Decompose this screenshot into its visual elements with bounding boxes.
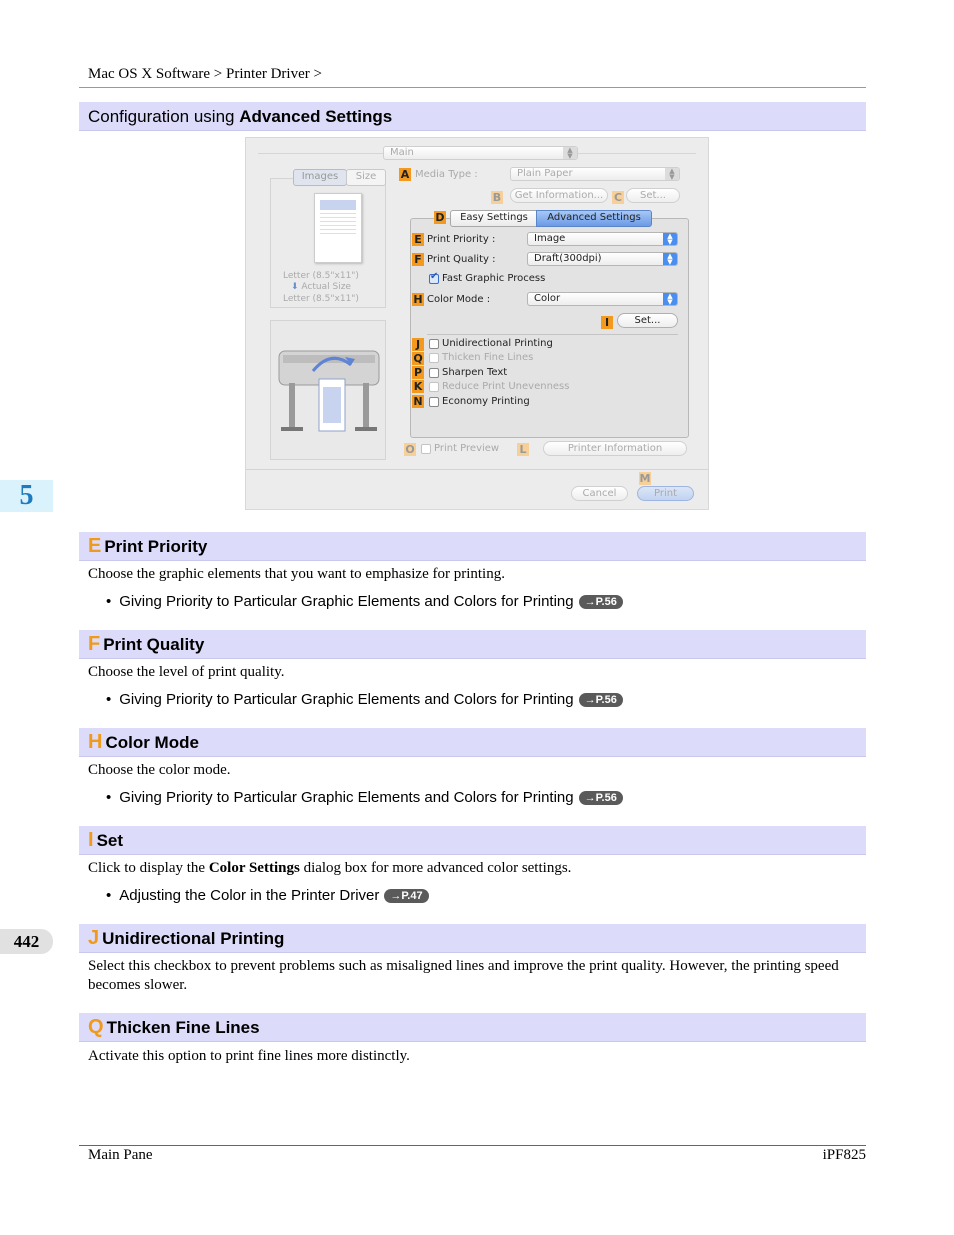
marker-a: A [400,168,410,181]
printer-dialog-screenshot [245,137,709,510]
footer-right-text: iPF825 [822,1147,866,1163]
chapter-tab: 5 [0,480,53,512]
printer-illustration-panel [270,320,386,460]
bullet-link[interactable]: • Giving Priority to Particular Graphic Elements and Colors for Printing →P.56 [106,789,623,806]
cancel-button[interactable]: Cancel [571,486,628,501]
section-description: Select this checkbox to prevent problems such as misaligned lines and improve the print quality. However, the printing speed becomes slower. [88,958,839,993]
section-header-color-mode [79,728,866,757]
media-type-value: Plain Paper [517,168,573,179]
popup-arrows-icon: ▲ ▼ [665,168,679,180]
popup-arrows-icon: ▲ ▼ [663,253,677,265]
bullet-link[interactable]: • Adjusting the Color in the Printer Driver →P.47 [106,887,429,904]
section-header-print-priority [79,532,866,561]
main-popup[interactable] [383,146,578,160]
section-description [88,859,848,878]
marker-d: D [435,211,445,224]
marker-m: M [639,472,651,485]
bullet-link-text[interactable]: Adjusting the Color in the Printer Driver [119,887,380,904]
color-mode-label: Color Mode : [427,294,491,305]
section-title: Set [96,831,124,850]
bullet-link-text[interactable]: Giving Priority to Particular Graphic Elements and Colors for Printing [119,593,574,610]
section-header-thicken-fine-lines [79,1013,866,1042]
footer-divider [79,1145,866,1146]
popup-arrows-icon: ▲ ▼ [663,293,677,305]
print-quality-value: Draft(300dpi) [534,253,602,264]
section-title: Print Priority [104,537,208,556]
page-reference-badge[interactable]: →P.56 [579,693,623,707]
media-type-label: Media Type : [415,169,478,180]
print-priority-popup[interactable] [527,232,678,246]
sharpen-text-label: Sharpen Text [442,367,508,378]
section-letter: E [88,535,102,557]
tab-images-label: Images [301,171,339,182]
description-bold: Color Settings [208,860,300,876]
reduce-print-unevenness-label: Reduce Print Unevenness [442,381,570,392]
down-arrow-icon: ⬇ [291,282,299,292]
set-button-i[interactable]: Set... [617,313,678,328]
color-mode-value: Color [534,293,561,304]
page-reference-badge[interactable]: →P.47 [384,889,428,903]
section-description: Choose the level of print quality. [88,664,285,680]
description-text: dialog box for more advanced color settings. [299,860,572,876]
economy-printing-label: Economy Printing [442,396,530,407]
bullet-link[interactable]: • Giving Priority to Particular Graphic Elements and Colors for Printing →P.56 [106,593,623,610]
marker-j: J [412,338,424,351]
page-reference-badge[interactable]: →P.56 [579,595,623,609]
marker-i: I [601,316,613,329]
print-priority-label: Print Priority : [427,234,496,245]
marker-k: K [413,380,423,393]
tab-advanced-settings[interactable] [536,210,652,227]
thicken-fine-lines-label: Thicken Fine Lines [442,352,534,363]
print-quality-label: Print Quality : [427,254,496,265]
section-header-configuration [79,102,866,131]
print-preview-checkbox[interactable] [421,444,431,454]
fast-graphic-checkbox[interactable] [429,271,439,284]
section-letter: H [88,731,103,753]
print-priority-value: Image [534,233,566,244]
marker-q: Q [413,352,423,365]
print-preview-label: Print Preview [434,443,500,454]
section-letter: I [88,829,94,851]
popup-arrows-icon: ▲ ▼ [663,233,677,245]
unidirectional-printing-checkbox[interactable] [429,339,439,349]
section-description: Choose the color mode. [88,762,231,778]
marker-c: C [613,191,623,204]
color-mode-popup[interactable] [527,292,678,306]
tab-easy-settings[interactable] [450,210,538,227]
paper-preview-icon [314,193,362,263]
section-title: Thicken Fine Lines [106,1018,260,1037]
sharpen-text-checkbox[interactable] [429,368,439,378]
section-title: Print Quality [103,635,205,654]
print-quality-popup[interactable] [527,252,678,266]
section-title: Color Mode [105,733,199,752]
footer-left-text: Main Pane [88,1147,153,1163]
marker-o: O [405,443,415,456]
bullet-link-text[interactable]: Giving Priority to Particular Graphic Elements and Colors for Printing [119,691,574,708]
section-header-unidirectional-printing [79,924,866,953]
thicken-fine-lines-checkbox[interactable] [429,353,439,363]
section-description: Choose the graphic elements that you want to emphasize for printing. [88,566,505,582]
economy-printing-checkbox[interactable] [429,397,439,407]
print-button[interactable]: Print [637,486,694,501]
header-divider [79,87,866,88]
section-description: Activate this option to print fine lines more distinctly. [88,1048,410,1064]
breadcrumb: Mac OS X Software > Printer Driver > [88,66,322,82]
preview-paper-label-2: Letter (8.5"x11") [283,294,359,304]
fast-graphic-label: Fast Graphic Process [442,273,546,284]
page-reference-badge[interactable]: →P.56 [579,791,623,805]
marker-p: P [413,366,423,379]
settings-divider [427,334,678,335]
section-letter: Q [88,1016,104,1038]
page-number: 442 [0,929,53,954]
unidirectional-printing-label: Unidirectional Printing [442,338,553,349]
marker-e: E [412,233,424,246]
reduce-print-unevenness-checkbox[interactable] [429,382,439,392]
tab-size-label: Size [355,171,377,182]
section-title-bold: Advanced Settings [239,107,393,126]
section-letter: F [88,633,101,655]
preview-actual-size [291,282,351,292]
section-title: Unidirectional Printing [102,929,285,948]
popup-arrows-icon: ▲ ▼ [563,147,577,159]
media-type-popup[interactable] [510,167,680,181]
marker-f: F [412,253,424,266]
bullet-link[interactable]: • Giving Priority to Particular Graphic Elements and Colors for Printing →P.56 [106,691,623,708]
section-letter: J [88,927,100,949]
tab-images[interactable] [293,169,347,186]
marker-l: L [517,443,529,456]
tab-easy-settings-label: Easy Settings [460,212,528,223]
bullet-link-text[interactable]: Giving Priority to Particular Graphic Elements and Colors for Printing [119,789,574,806]
section-title-prefix: Configuration using [88,107,240,126]
dialog-bottom-divider [246,469,708,470]
marker-n: N [413,395,423,408]
marker-h: H [413,293,423,306]
description-text: Click to display the [88,860,209,876]
set-button-c[interactable]: Set... [626,188,680,203]
preview-actual-size-label: Actual Size [301,282,351,292]
tab-advanced-settings-label: Advanced Settings [547,212,641,223]
tab-size[interactable] [346,169,386,186]
printer-information-button[interactable]: Printer Information [543,441,687,456]
get-information-button[interactable]: Get Information... [510,188,608,203]
section-header-print-quality [79,630,866,659]
section-header-set [79,826,866,855]
printer-illustration-icon [271,321,385,459]
marker-b: B [492,191,502,204]
main-popup-label: Main [390,147,414,158]
checkmark-icon: ✔ [430,271,439,282]
preview-paper-label-1: Letter (8.5"x11") [283,271,359,281]
